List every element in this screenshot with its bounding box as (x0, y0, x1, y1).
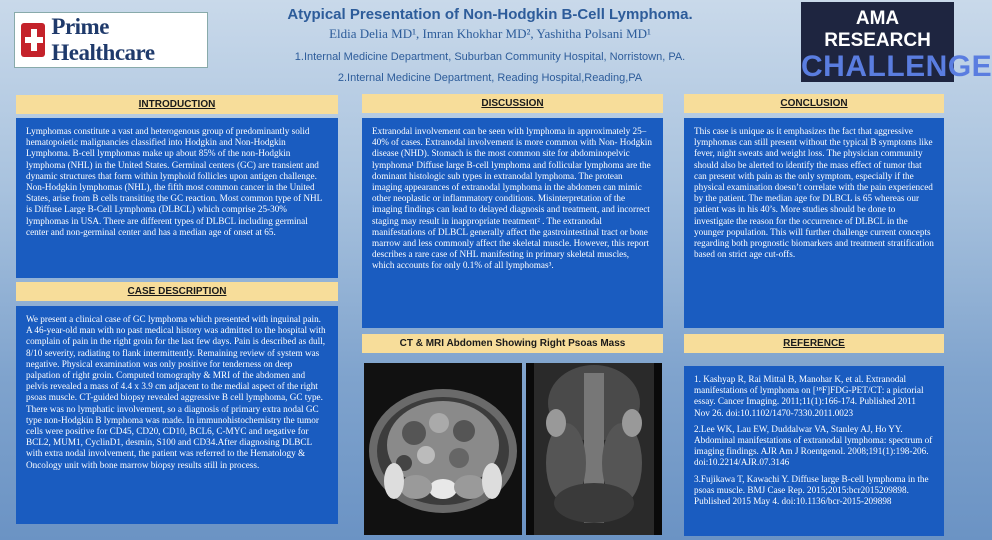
logo-line-2: CHALLENGE (801, 50, 992, 83)
conclusion-body: This case is unique as it emphasizes the fact that aggressive lymphomas can still present without the typical B symptoms like fever, night sweats and weight loss. The physician community should also be alerted to identify the mass effect of tumor that can present with pain as the only symptom, especially if the physical examination doesn’t correlate with the pain experienced by the patient. The median age for DLBCL is 65 whereas our patient was in his 40’s. More studies should be done to investigate the reason for the occurrence of DLBCL in the younger population. This will further challenge current concepts regarding both prognostic biomarkers and treatment stratification based on strict age cut-offs. (684, 118, 944, 328)
affiliation-1: 1.Internal Medicine Department, Suburban Community Hospital, Norristown, PA. (294, 51, 686, 63)
reference-list (684, 366, 944, 536)
case-description-heading: CASE DESCRIPTION (16, 282, 338, 301)
introduction-heading: INTRODUCTION (16, 95, 338, 114)
mri-scan-image (526, 363, 662, 535)
discussion-body: Extranodal involvement can be seen with lymphoma in approximately 25–40% of cases. Extranodal involvement is more common with Non- Hodgkin disease (NHD). Stomach is the most common site for abdominopelvic lymphoma¹ Diffuse large B-cell lymphoma and follicular lymphoma are the dominant histologic sub types in extranodal lymphoma. The protean imaging appearances of extranodal lymphoma in the abdomen can mimic other neoplastic or inflammatory conditions. Misinterpretation of the imaging findings can lead to delayed diagnosis and treatment, and incorrect staging may result in inappropriate treatment² . The extranodal manifestations of DLBCL generally affect the gastrointestinal tract or bone marrow and less commonly affect the skeletal muscle. However, this report describes a rare case of NHL manifesting in primary skeletal muscles, which accounts for only 0.1% of all lymphomas³. (362, 118, 663, 328)
medical-cross-icon (21, 23, 45, 57)
conclusion-heading: CONCLUSION (684, 94, 944, 113)
reference-item: 3.Fujikawa T, Kawachi Y. Diffuse large B-cell lymphoma in the psoas muscle. BMJ Case Rep. 2015;2015:bcr2015209898. Published 2015 May 4. doi:10.1136/bcr-2015-209898 (694, 473, 929, 507)
ct-scan-image (364, 363, 522, 535)
reference-item: 2.Lee WK, Lau EW, Duddalwar VA, Stanley AJ, Ho YY. Abdominal manifestations of extranodal lymphoma: spectrum of imaging findings. AJR Am J Roentgenol. 2008;191(1):198-206. doi:10.2214/AJR.07.3146 (694, 423, 933, 468)
introduction-body: Lymphomas constitute a vast and heterogenous group of predominantly solid hematopoietic malignancies classified into Hodgkin and Non-Hodgkin Lymphoma. B-cell lymphomas make up about 85% of the non-Hodgkin lymphoma (NHL) in the United States. Germinal centers (GC) are transient and dynamic structures that form within lymphoid follicles upon antigen challenge. Non-Hodgkin lymphomas (NHL), the fifth most common cancer in the United States, arise from B cells transiting the GC reaction. Most common type of NHL is Diffuse Large B-Cell Lymphoma (DLBCL) which comprise 25-30% lymphomas in USA. There are different types of DLBCL including germinal center and non-germinal center and has a median age of onset at 65. (16, 118, 338, 278)
images-heading: CT & MRI Abdomen Showing Right Psoas Mass (362, 334, 663, 353)
poster-title: Atypical Presentation of Non-Hodgkin B-Cell Lymphoma. (287, 6, 693, 23)
logo-text: Prime Healthcare (51, 14, 155, 65)
affiliation-2: 2.Internal Medicine Department, Reading Hospital,Reading,PA (337, 72, 643, 84)
reference-item: 1. Kashyap R, Rai Mittal B, Manohar K, et al. Extranodal manifestations of lymphoma on [¹⁸F]FDG-PET/CT: a pictorial essay. Cancer Imaging. 2011;11(1):166-174. Published 2011 Nov 26. doi:10.1102/1470-7330.2011.0023 (694, 374, 924, 418)
reference-heading: REFERENCE (684, 334, 944, 353)
ama-research-challenge-logo (801, 2, 992, 83)
poster-authors: Eldia Delia MD¹, Imran Khokhar MD², Yashitha Polsani MD¹ (329, 26, 651, 41)
discussion-heading: DISCUSSION (362, 94, 663, 113)
logo-line-1: AMA RESEARCH (824, 8, 931, 51)
case-description-body: We present a clinical case of GC lymphoma which presented with inguinal pain. A 46-year-old man with no past medical history was admitted to the hospital with complain of pain in the right groin for the last few days. Pain is described as dull, 8/10 severity, radiating to flank intermittently. Remaining review of system was negative. Physical examination was only positive for tenderness on deep palpation of right groin. Computed tomography & MRI of the abdomen and pelvis revealed a mass of 4.4 x 3.9 cm adjacent to the medial aspect of the right psoas muscle. CT-guided biopsy revealed aggressive B cell lymphoma, GC type. There was no lymphatic involvement, so a diagnosis of primary extra nodal GC type non-Hodgkin B lymphoma was made. In immunohistochemistry the tumor cells were positive for CD45, CD20, CD10, BCL6, C-MYC and negative for BCL2, MUM1, CyclinD1, desmin, S100 and CD34.After diagnosing DLBCL with extra nodal involvement, the patient was referred to the Hematology & Oncology unit with bone marrow biopsy results still in process. (16, 306, 338, 524)
